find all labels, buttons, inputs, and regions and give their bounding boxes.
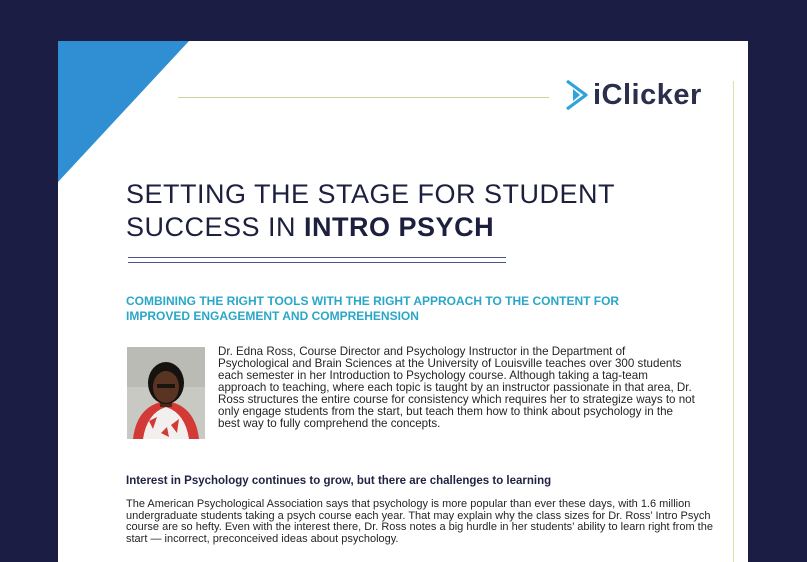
intro-paragraph: Dr. Edna Ross, Course Director and Psychology Instructor in the Department of Psychological and Brain Sciences at the University of Louisville teaches over 300 students each semester in her Introduction to Psychology course. Although taking a tag-team approach to teaching, where each topic is taught by an instructor passionate in that area, Dr. Ross structures the entire course for consistency which requires her to strategize ways to not only engage students from the start, but teach them how to think about psychology in the best way to fully comprehend the concepts. xyxy=(218,345,695,430)
title-prefix: SUCCESS IN xyxy=(126,212,305,242)
title-line-1: SETTING THE STAGE FOR STUDENT xyxy=(126,179,616,209)
page-title xyxy=(126,178,686,244)
brand-name: iClicker xyxy=(593,78,702,111)
subtitle: COMBINING THE RIGHT TOOLS WITH THE RIGHT APPROACH TO THE CONTENT FOR IMPROVED ENGAGEMENT AND COMPREHENSION xyxy=(126,294,620,323)
corner-accent xyxy=(58,41,189,182)
title-line-2 xyxy=(126,211,686,244)
document-page xyxy=(58,41,748,562)
portrait-image xyxy=(127,347,205,439)
title-emphasis: INTRO PSYCH xyxy=(304,212,495,242)
instructor-photo xyxy=(127,347,205,439)
header-rule xyxy=(178,97,549,98)
iclicker-logo-icon xyxy=(565,78,589,112)
iclicker-logo xyxy=(565,78,702,112)
section-heading: Interest in Psychology continues to grow, but there are challenges to learning xyxy=(126,475,552,487)
title-rule-top xyxy=(128,257,506,258)
margin-rule xyxy=(733,81,734,562)
section-body: The American Psychological Association says that psychology is more popular than ever these days, with 1.6 million undergraduate students taking a psych course each year. That may explain why the class sizes for Dr. Ross’ Intro Psych course are so hefty. Even with the interest there, Dr. Ross notes a big hurdle in her students’ ability to learn right from the start — incorrect, preconceived ideas about psychology. xyxy=(126,498,713,545)
title-rule-bottom xyxy=(128,262,506,263)
